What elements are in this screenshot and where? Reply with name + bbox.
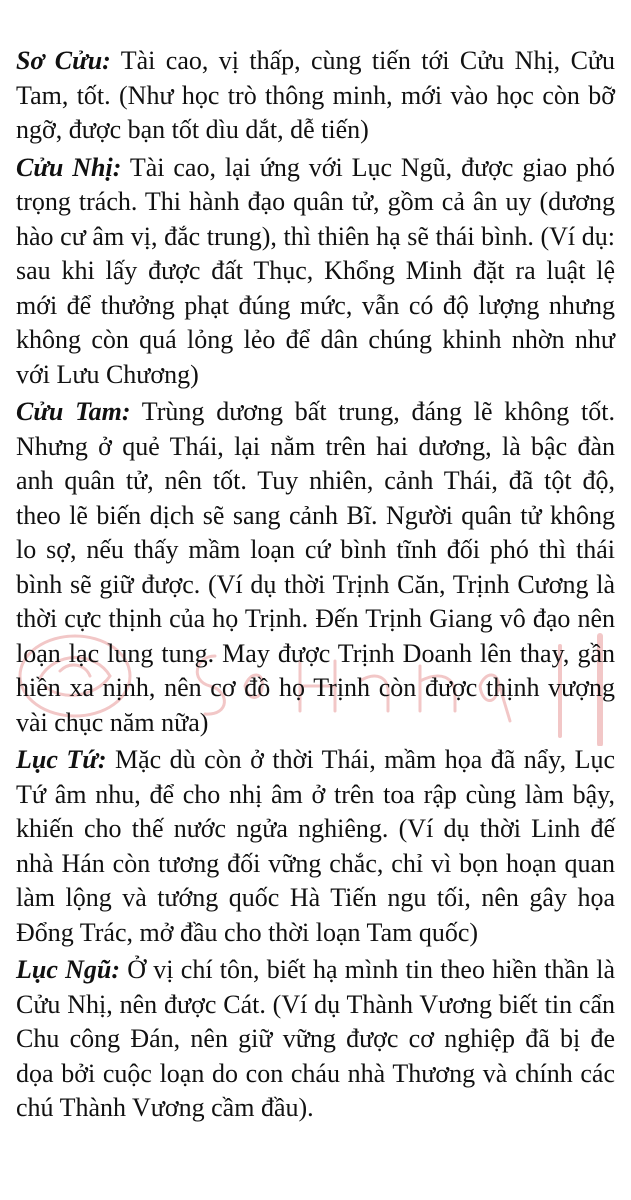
paragraph-cuu-tam <box>16 395 615 740</box>
paragraph-luc-ngu <box>16 953 615 1126</box>
paragraph-so-cuu <box>16 44 615 148</box>
hao-term: Cửu Nhị: <box>16 152 122 182</box>
paragraph-text: Trùng dương bất trung, đáng lẽ không tốt. Nhưng ở quẻ Thái, lại nằm trên hai dương, là bậc đàn anh quân tử, nên tốt. Tuy nhiên, cảnh Thái, đã tột độ, theo lẽ biến dịch sẽ sang cảnh Bĩ. Người quân tử không lo sợ, nếu thấy mầm loạn cứ bình tĩnh đối phó thì thái bình sẽ giữ được. (Ví dụ thời Trịnh Căn, Trịnh Cương là thời cực thịnh của họ Trịnh. Đến Trịnh Giang vô đạo nên loạn lạc lung tung. May được Trịnh Doanh lên thay, gần hiền xa nịnh, nên cơ đồ họ Trịnh còn được thịnh vượng vài chục năm nữa) <box>16 397 615 737</box>
paragraph-luc-tu <box>16 743 615 950</box>
hao-term: Lục Tứ: <box>16 745 107 774</box>
paragraph-text: Ở vị chí tôn, biết hạ mình tin theo hiền thần là Cửu Nhị, nên được Cát. (Ví dụ Thành Vương biết tin cẩn Chu công Đán, nên giữ vững được cơ nghiệp đã bị đe dọa bởi cuộc loạn do con cháu nhà Thương và chính các chú Thành Vương cầm đầu). <box>16 955 615 1122</box>
paragraph-text: Tài cao, vị thấp, cùng tiến tới Cửu Nhị, Cửu Tam, tốt. (Như học trò thông minh, mới vào học còn bỡ ngỡ, được bạn tốt dìu dắt, dễ tiến) <box>16 46 615 144</box>
hao-term: Sơ Cửu: <box>16 46 111 75</box>
paragraph-text: Mặc dù còn ở thời Thái, mầm họa đã nẩy, Lục Tứ âm nhu, để cho nhị âm ở trên toa rập cùng làm bậy, khiến cho thế nước ngửa nghiêng. (Ví dụ thời Linh đế nhà Hán còn tương đối vững chắc, chỉ vì bọn hoạn quan làm lộng và tướng quốc Hà Tiến ngu tối, nên gây họa Đổng Trác, mở đầu cho thời loạn Tam quốc) <box>16 745 615 947</box>
paragraph-cuu-nhi <box>16 151 615 393</box>
document-page <box>16 44 615 1129</box>
hao-term: Lục Ngũ: <box>16 955 121 984</box>
paragraph-text: Tài cao, lại ứng với Lục Ngũ, được giao phó trọng trách. Thi hành đạo quân tử, gồm cả ân uy (dương hào cư âm vị, đắc trung), thì thiên hạ sẽ thái bình. (Ví dụ: sau khi lấy được đất Thục, Khổng Minh đặt ra luật lệ mới để thưởng phạt đúng mức, vẫn có độ lượng nhưng không còn quá lỏng lẻo để dân chúng khinh nhờn như với Lưu Chương) <box>16 152 616 389</box>
hao-term: Cửu Tam: <box>16 397 131 426</box>
